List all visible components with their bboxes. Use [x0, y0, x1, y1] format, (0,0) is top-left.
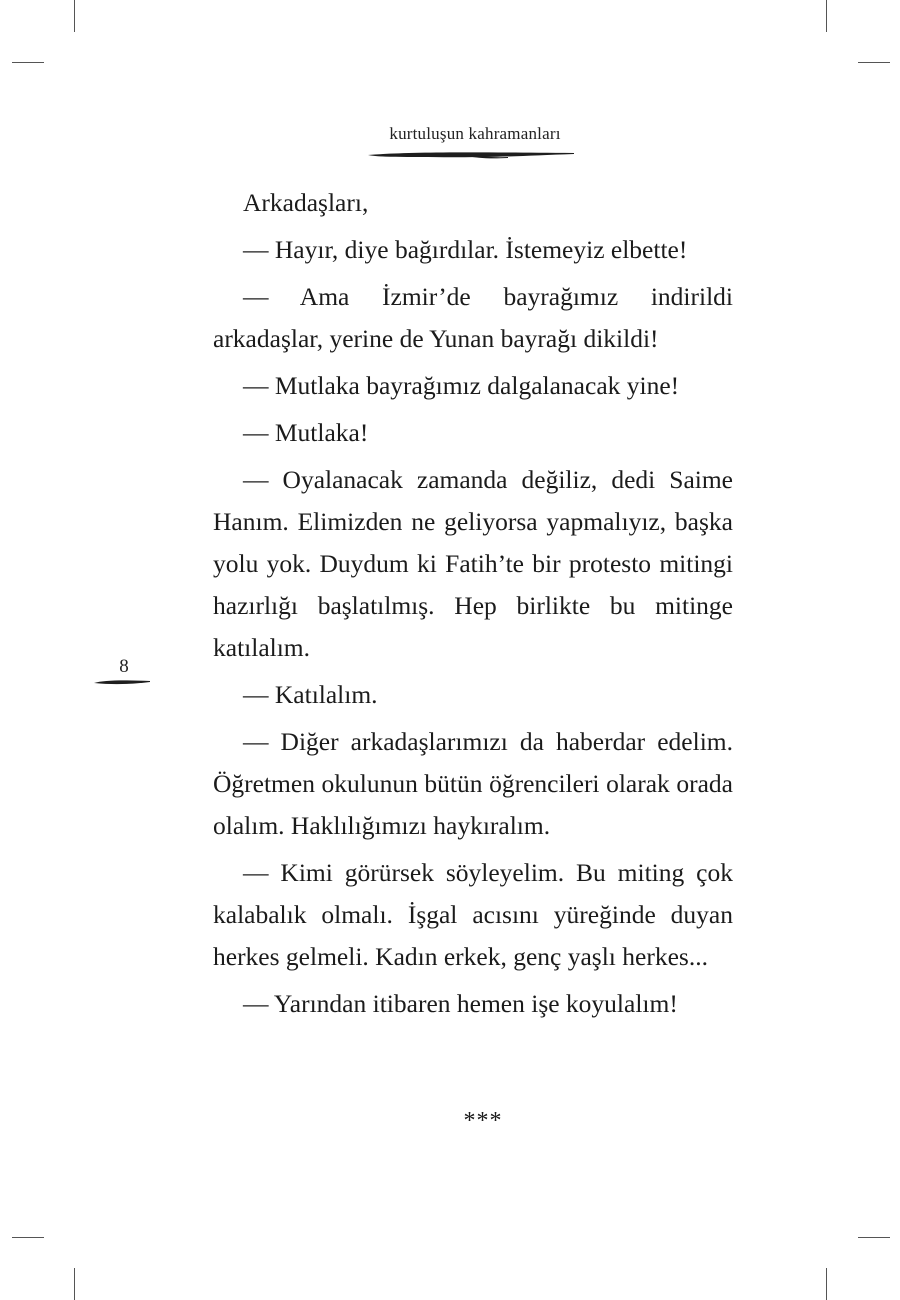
paragraph: — Kimi görürsek söyleyelim. Bu miting çok kalabalık olmalı. İşgal acısını yüreğinde duyan herkes gelmeli. Kadın erkek, genç yaşlı herkes... [213, 858, 733, 971]
crop-mark-left-bottom [12, 1237, 44, 1238]
page-number: 8 [119, 656, 129, 677]
crop-mark-top-right [826, 0, 827, 32]
section-separator: *** [463, 1108, 503, 1134]
crop-mark-right-top [858, 62, 890, 63]
paragraph: — Katılalım. [243, 680, 378, 709]
paragraph: — Yarından itibaren hemen işe koyulalım! [243, 989, 678, 1018]
running-head-brush-rule [368, 151, 574, 159]
paragraph: — Mutlaka! [243, 418, 369, 447]
paragraph: — Mutlaka bayrağımız dalgalanacak yine! [243, 371, 680, 400]
body-text [213, 182, 733, 1030]
paragraph: — Hayır, diye bağırdılar. İstemeyiz elbette! [243, 235, 688, 264]
crop-mark-left-top [12, 62, 44, 63]
crop-mark-top-left [74, 0, 75, 32]
paragraph: Arkadaşları, [243, 188, 369, 217]
paragraph: — Oyalanacak zamanda değiliz, dedi Saime Hanım. Elimizden ne geliyorsa yapmalıyız, başka yolu yok. Duydum ki Fatih’te bir protesto mitingi hazırlığı başlatılmış. Hep birlikte bu mitinge katılalım. [213, 465, 733, 662]
crop-mark-right-bottom [858, 1237, 890, 1238]
page-number-brush-rule [94, 678, 150, 686]
crop-mark-bottom-right [826, 1268, 827, 1300]
crop-mark-bottom-left [74, 1268, 75, 1300]
running-head: kurtuluşun kahramanları [389, 124, 561, 143]
paragraph: — Ama İzmir’de bayrağımız indirildi arkadaşlar, yerine de Yunan bayrağı dikildi! [213, 282, 733, 353]
paragraph: — Diğer arkadaşlarımızı da haberdar edelim. Öğretmen okulunun bütün öğrencileri olarak orada olalım. Haklılığımızı haykıralım. [213, 727, 733, 840]
